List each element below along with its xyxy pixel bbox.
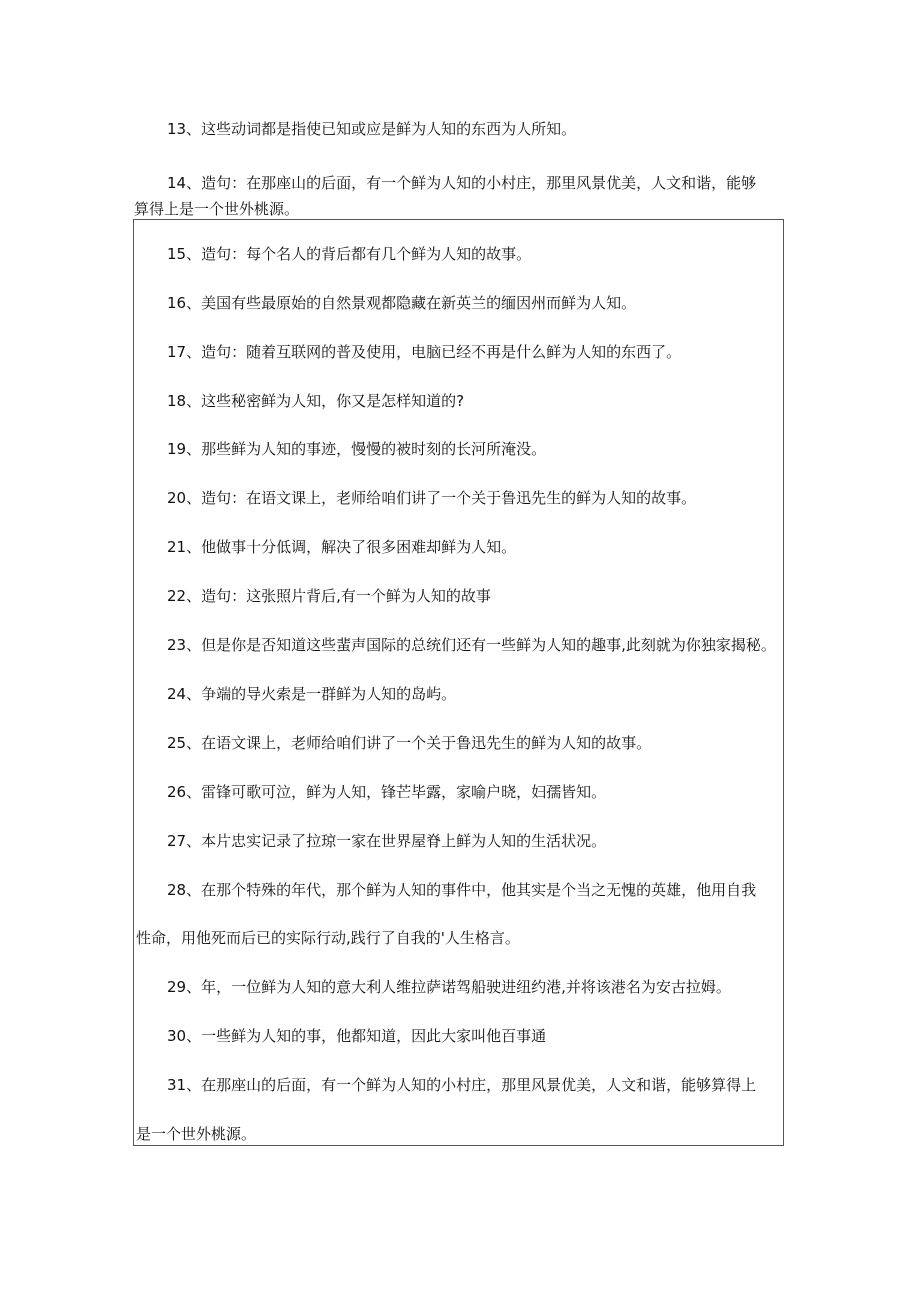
sentence-26: 26、雷锋可歌可泣，鲜为人知，锋芒毕露，家喻户晓，妇孺皆知。 (167, 783, 607, 801)
sentence-30: 30、一些鲜为人知的事，他都知道，因此大家叫他百事通 (167, 1027, 547, 1045)
sentence-25: 25、在语文课上，老师给咱们讲了一个关于鲁迅先生的鲜为人知的故事。 (167, 734, 652, 752)
sentence-14: 14、造句：在那座山的后面，有一个鲜为人知的小村庄，那里风景优美，人文和谐，能够 (167, 174, 757, 192)
sentence-16: 16、美国有些最原始的自然景观都隐藏在新英兰的缅因州而鲜为人知。 (167, 294, 637, 312)
sentence-20: 20、造句：在语文课上，老师给咱们讲了一个关于鲁迅先生的鲜为人知的故事。 (167, 489, 697, 507)
sentence-18: 18、这些秘密鲜为人知，你又是怎样知道的? (167, 392, 465, 410)
sentence-22: 22、造句：这张照片背后,有一个鲜为人知的故事 (167, 587, 491, 605)
sentence-28-continued: 性命，用他死而后已的实际行动,践行了自我的'人生格言。 (136, 929, 520, 947)
sentence-15: 15、造句：每个名人的背后都有几个鲜为人知的故事。 (167, 245, 532, 263)
sentence-23: 23、但是你是否知道这些蜚声国际的总统们还有一些鲜为人知的趣事,此刻就为你独家揭秘。 (167, 636, 776, 654)
sentence-29: 29、年，一位鲜为人知的意大利人维拉萨诺驾船驶进纽约港,并将该港名为安古拉姆。 (167, 978, 731, 996)
sentence-13: 13、这些动词都是指使已知或应是鲜为人知的东西为人所知。 (167, 120, 577, 138)
sentence-21: 21、他做事十分低调，解决了很多困难却鲜为人知。 (167, 538, 517, 556)
sentence-28: 28、在那个特殊的年代，那个鲜为人知的事件中，他其实是个当之无愧的英雄，他用自我 (167, 881, 757, 899)
sentence-17: 17、造句：随着互联网的普及使用，电脑已经不再是什么鲜为人知的东西了。 (167, 343, 682, 361)
sentence-24: 24、争端的导火索是一群鲜为人知的岛屿。 (167, 685, 457, 703)
sentence-31: 31、在那座山的后面，有一个鲜为人知的小村庄，那里风景优美，人文和谐，能够算得上 (167, 1076, 757, 1094)
sentence-27: 27、本片忠实记录了拉琼一家在世界屋脊上鲜为人知的生活状况。 (167, 832, 607, 850)
sentence-31-continued: 是一个世外桃源。 (136, 1125, 257, 1143)
sentence-19: 19、那些鲜为人知的事迹，慢慢的被时刻的长河所淹没。 (167, 440, 547, 458)
sentence-14-continued: 算得上是一个世外桃源。 (134, 200, 300, 218)
